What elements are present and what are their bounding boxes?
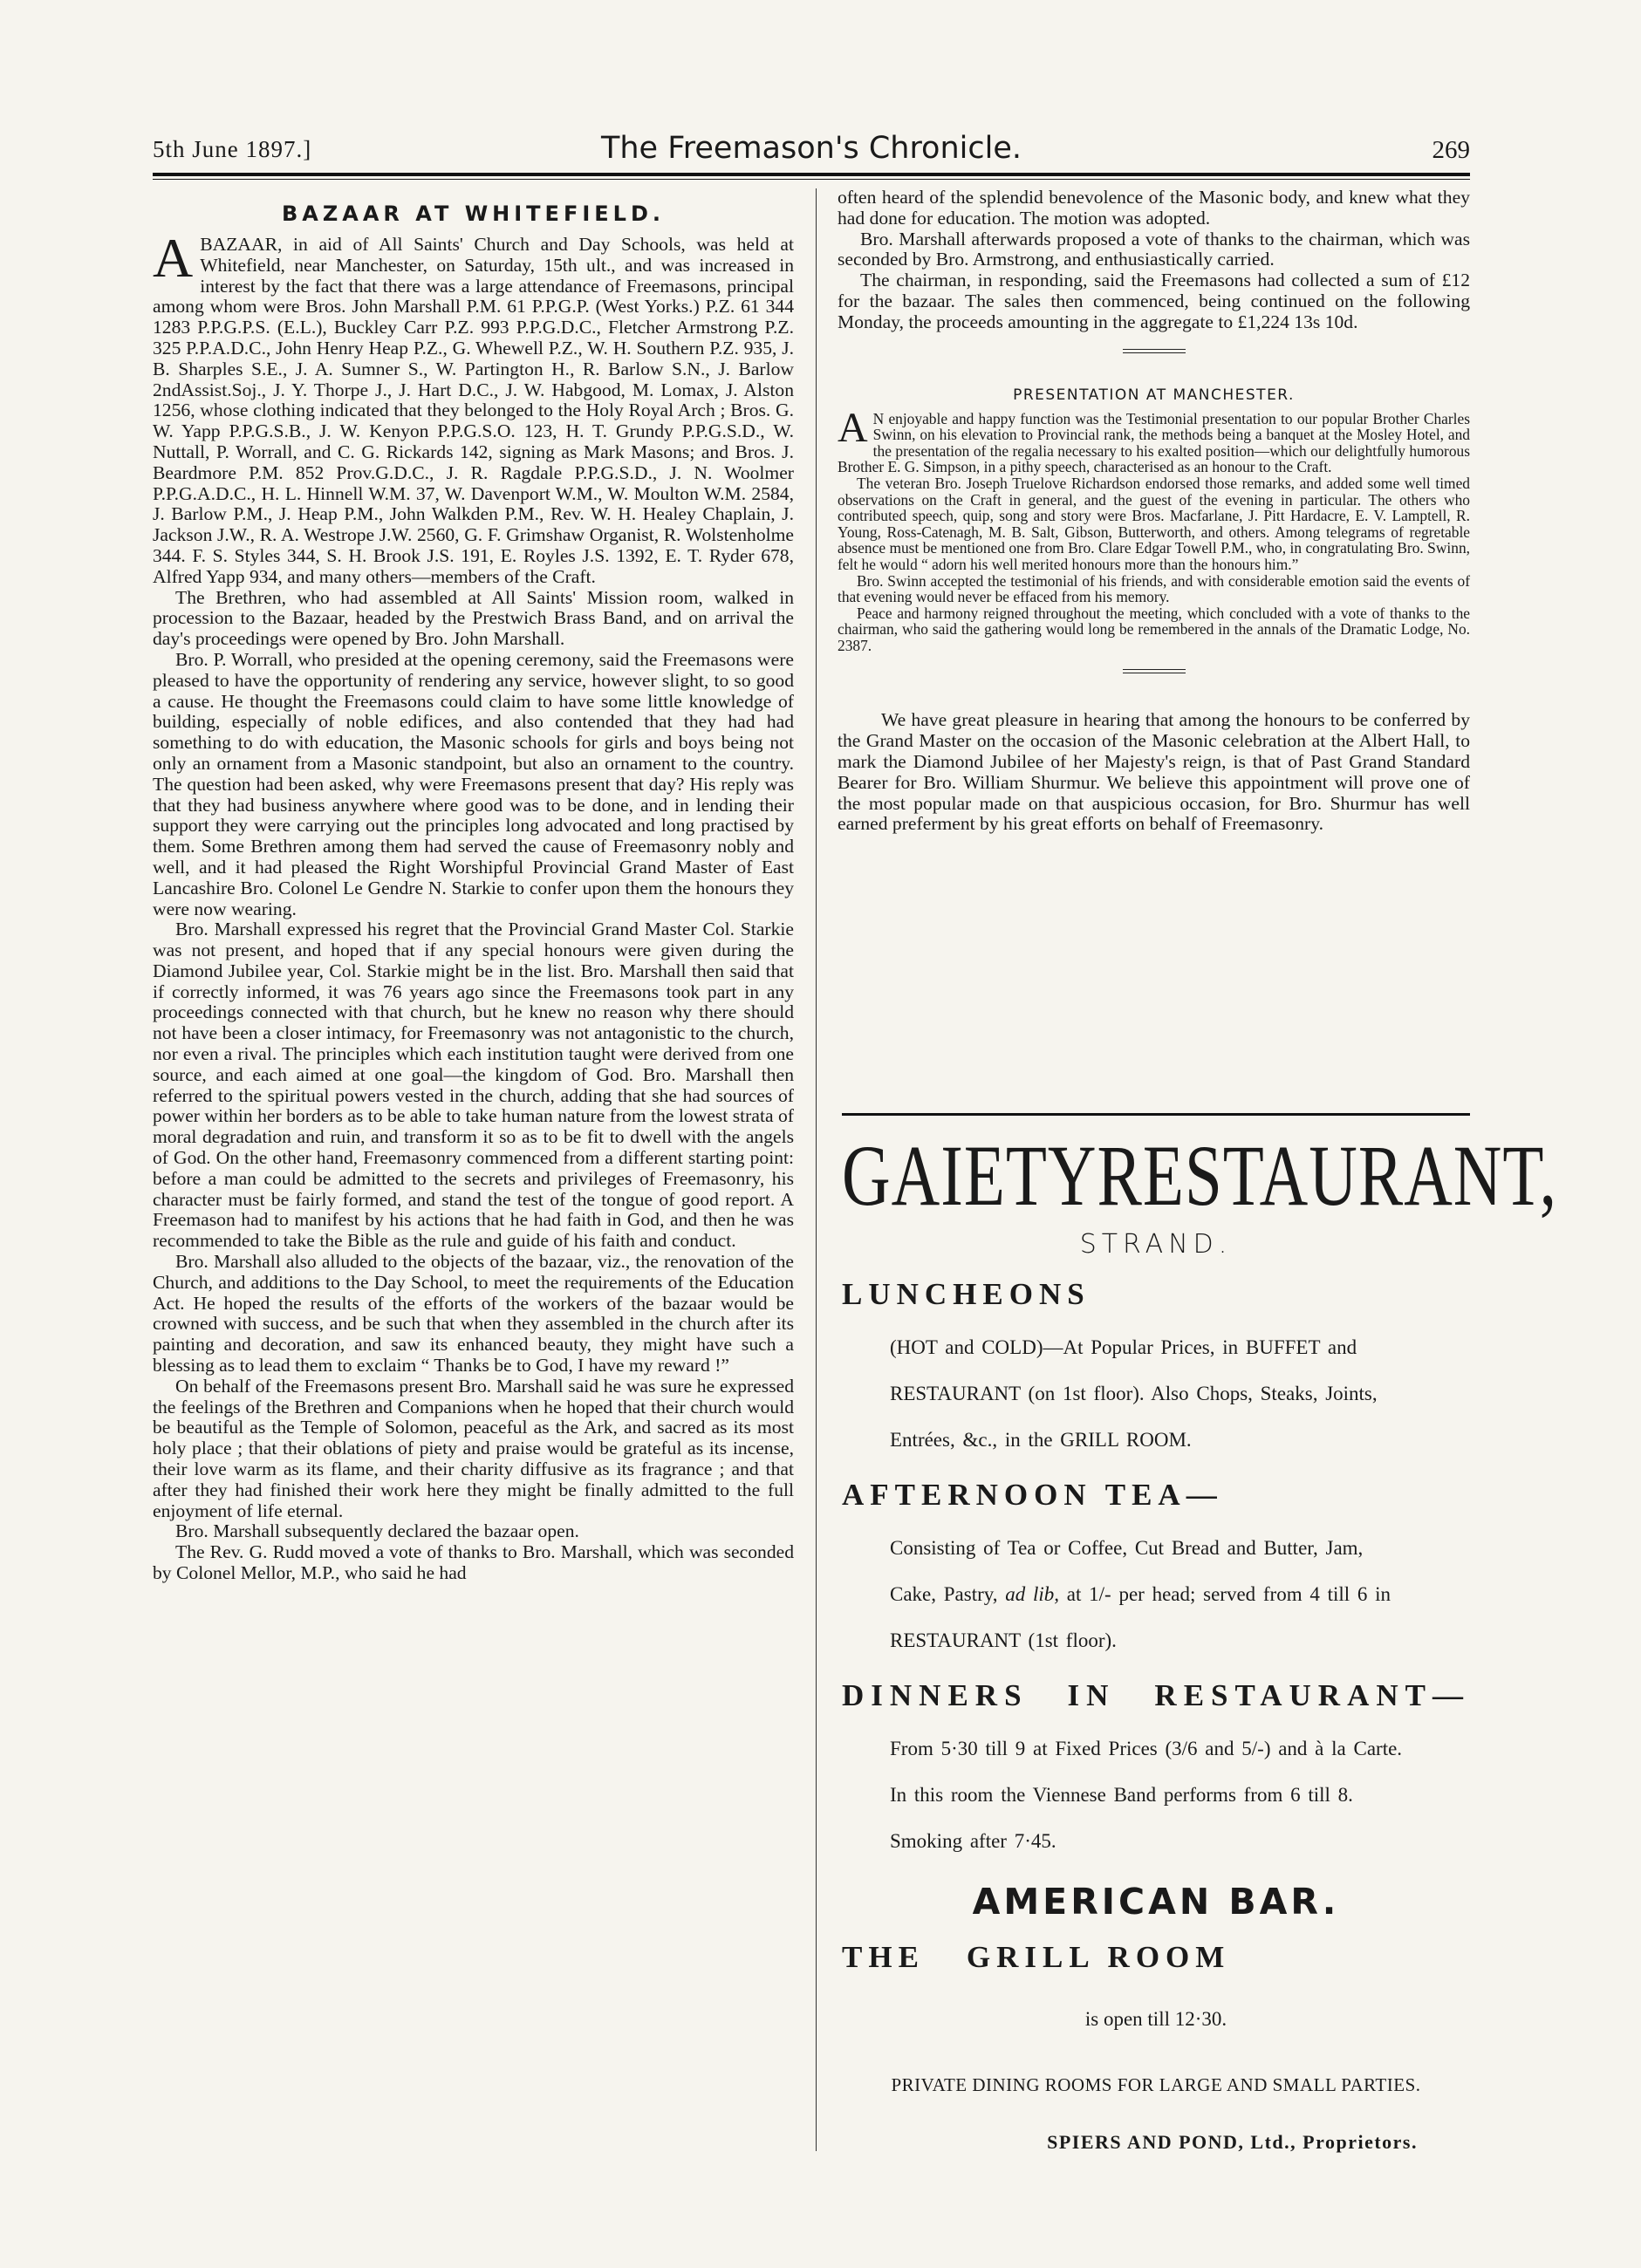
presentation-paragraph: The veteran Bro. Joseph Truelove Richardson endorsed those remarks, and added some well timed observations on the Craft in general, and the guest of the evening in particular. The others who contributed speech, quip, song and story were Bros. Macfarlane, J. Pitt Hardacre, E. V. Lamptell, R. Young, Ross-Catenagh, M. B. Salt, Gibson, Butterworth, and others. Among telegrams of regretable absence must be mentioned one from Bro. Clare Edgar Towell P.M., who, in congratulating Bro. Swinn, felt he would “ adorn his well merited honours more than the honours him.” — [838, 474, 1470, 573]
bazaar-paragraph: On behalf of the Freemasons present Bro. Marshall said he was sure he expressed the feelings of the Brethren and Companions when he hoped that their church would be beautiful as the Temple of Solomon, peaceful as the Ark, and sacred as its most holy place ; that their oblations of piety and praise would be grateful as its incense, their love warm as its flame, and their charity diffusive as its fragrance ; and that after they had finished their work here they might be finally admitted to the full enjoyment of life eternal. — [153, 1375, 794, 1521]
presentation-paragraph: Peace and harmony reigned throughout the meeting, which concluded with a vote of thanks to the chairman, who said the gathering would long be remembered in the annals of the Dramatic Lodge, No. 2387. — [838, 604, 1470, 654]
advert-line: RESTAURANT (1st floor). — [890, 1629, 1117, 1651]
advert-line: Entrées, &c., in the GRILL ROOM. — [890, 1429, 1192, 1451]
advert-title — [842, 1126, 1557, 1225]
bazaar-paragraph: Bro. Marshall also alluded to the objects of the bazaar, viz., the renovation of the Church, and additions to the Day School, to meet the requirements of the Education Act. He hoped the results of the efforts of the workers of the bazaar would be crowned with success, and be such that when they assembled in the church after its painting and decoration, and saw its enhanced beauty, they might have such a blessing as to lead them to exclaim “ Thanks be to God, I have my reward !” — [153, 1251, 794, 1377]
advert-title-word: GAIETY — [842, 1126, 1097, 1225]
advert-title-word: RESTAURANT, — [1097, 1126, 1557, 1225]
issue-date: 5th June 1897.] — [153, 136, 312, 162]
header-rule — [153, 173, 1470, 176]
advert-line: From 5·30 till 9 at Fixed Prices (3/6 and 5/-) and à la Carte. — [890, 1738, 1403, 1759]
presentation-text: N enjoyable and happy function was the Testimonial presentation to our popular Brother Charles Swinn, on his elevation to Provincial rank, the methods being a banquet at the Mosley Hotel, and the presentation of the regalia necessary to his exalted position—which our delightfully humorous Brother E. G. Simpson, in a pithy speech, characterised as an honour to the Craft. — [838, 409, 1470, 476]
dinners-heading-word: IN — [1067, 1678, 1116, 1712]
header-rule-thin — [153, 179, 1470, 180]
advert-text: Cake, Pastry, — [890, 1583, 998, 1605]
gaiety-advert — [842, 1125, 1557, 2154]
honours-paragraph: We have great pleasure in hearing that among the honours to be conferred by the Grand Master on the occasion of the Masonic celebration at the Albert Hall, to mark the Diamond Jubilee of her Majesty's reign, is that of Past Grand Standard Bearer for Bro. William Shurmur. We believe this appointment will prove one of the most popular made on that auspicious occasion, for Bro. Shurmur has well earned preferment by his great efforts on behalf of Freemasonry. — [838, 709, 1470, 835]
proprietors-line — [842, 2131, 1470, 2154]
presentation-title: PRESENTATION AT MANCHESTER. — [1013, 386, 1295, 404]
left-column — [153, 196, 794, 1584]
luncheons-heading: LUNCHEONS — [842, 1277, 1091, 1311]
bazaar-text: BAZAAR, in aid of All Saints' Church and Day Schools, was held at Whitefield, near Manchester, on Saturday, 15th ult., and was increased in interest by the fact that there was a large attendance of Freemasons, principal among whom were Bros. John Marshall P.M. 61 P.P.G.P. (West Yorks.) P.Z. 61 344 1283 P.P.G.P.S. (E.L.), Buckley Carr P.Z. 993 P.P.G.D.C., Fletcher Armstrong P.Z. 325 P.P.A.D.C., John Henry Heap P.Z., G. Whewell P.Z., W. H. Southern P.Z. 935, J. B. Sharples S.E., J. A. Sumner S., W. Partington H., R. Barlow S.N., J. Barlow 2ndAssist.Soj., J. Y. Thorpe J., J. Hart D.C., J. W. Habgood, M. Lomax, J. Alston 1256, whose clothing indicated that they belonged to the Holy Royal Arch ; Bros. G. W. Yapp P.P.G.S.B., J. W. Kenyon P.P.G.S.O. 123, H. T. Grundy P.P.G.S.D., W. Nuttall, P. Worrall, and C. G. Rickards 142, signing as Mark Masons; and Bros. J. Beardmore P.M. 852 Prov.G.D.C., J. R. Ragdale P.P.G.S.D., J. N. Woolmer P.P.G.A.D.C., H. L. Hinnell W.M. 37, W. Davenport W.M., W. Moulton W.M. 2584, J. Barlow P.M., J. Heap P.M., John Walkden P.M., Rev. W. H. Healey Chaplain, J. Jackson J.W., R. A. Westrope J.W. 2560, G. F. Grimshaw Organist, R. Wolstenholme 344. F. S. Styles 344, S. H. Brook J.S. 191, E. Royles J.S. 1392, E. T. Ryder 678, Alfred Yapp 934, and many others—members of the Craft. — [153, 234, 794, 587]
grill-room-heading — [842, 1940, 1470, 1975]
bazaar-paragraph: Bro. Marshall subsequently declared the bazaar open. — [175, 1520, 579, 1542]
publication-title: The Freemason's Chronicle. — [600, 131, 1022, 166]
bazaar-continued: The chairman, in responding, said the Freemasons had collected a sum of £12 for the bazaar. The sales then commenced, being continued on the following Monday, the proceeds amounting in the aggregate to £1,224 13s 10d. — [838, 270, 1470, 332]
bazaar-paragraph: Bro. P. Worrall, who presided at the opening ceremony, said the Freemasons were pleased to have the opportunity of rendering any service, however slight, to so good a cause. He thought the Freemasons could claim to have some little knowledge of building, especially of noble edifices, and also contended that they had had something to do with education, the Masonic schools for girls and boys being not only an ornament from a Masonic standpoint, but also an ornament to the country. The question had been asked, why were Freemasons present that day? His reply was that they had business anywhere where good was to be done, and in lending their support they were carrying out the principles long advocated and long practised by them. Some Brethren among them had served the cause of Freemasonry nobly and well, and it had pleased the Right Worshipful Provincial Grand Master of East Lancashire Bro. Colonel Le Gendre N. Starkie to confer upon them the honours they were now wearing. — [153, 648, 794, 919]
tea-heading: AFTERNOON TEA— — [842, 1478, 1223, 1512]
bazaar-paragraph: The Rev. G. Rudd moved a vote of thanks to Bro. Marshall, which was seconded by Colonel Mellor, M.P., who said he had — [153, 1541, 794, 1583]
bazaar-paragraph — [153, 227, 794, 588]
american-bar-heading: AMERICAN BAR. — [972, 1881, 1340, 1923]
bazaar-paragraph: Bro. Marshall expressed his regret that the Provincial Grand Master Col. Starkie was not present, and hoped that if any special honours were given during the Diamond Jubilee year, Col. Starkie might be in the list. Bro. Marshall then said that if correctly informed, it was 76 years ago since the Freemasons took part in any proceedings connected with that church, but he knew no reason why there should not have been a closer intimacy, for Freemasonry was not antagonistic to the church, nor even a rival. The principles which each institution taught were derived from one source, and each aimed at one goal—the kingdom of God. Bro. Marshall then referred to the spiritual powers vested in the church, adding that she had sources of power within her borders as to be able to take human nature from the lowest strata of moral degradation and ruin, and transform it so as to be fit to dwell with the angels of God. On the other hand, Freemasonry commenced from a different starting point: before a man could be admitted to the secrets and privileges of Freemasonry, his character must be fairly formed, and stand the test of the tongue of good report. A Freemason had to manifest by his actions that he had faith in God, and then he was recommended to take the Bible as the rule and guide of his faith and conduct. — [153, 919, 794, 1252]
right-column — [838, 188, 1470, 835]
page-number: 269 — [1432, 136, 1470, 164]
separator — [1123, 669, 1186, 673]
proprietors-suffix: Ltd., Proprietors. — [1250, 2131, 1418, 2153]
advert-line: RESTAURANT (on 1st floor). Also Chops, Steaks, Joints, — [890, 1383, 1378, 1404]
advert-location: STRAND. — [1079, 1229, 1233, 1260]
advert-line: Smoking after 7·45. — [890, 1830, 1056, 1852]
advert-italic-text: ad lib, — [1005, 1583, 1060, 1605]
advert-text: at 1/- per head; served from 4 till 6 in — [1066, 1583, 1391, 1605]
presentation-paragraph — [838, 404, 1470, 476]
dinners-heading-word: RESTAURANT— — [1154, 1678, 1470, 1712]
dinners-heading-word: DINNERS — [842, 1678, 1029, 1712]
advert-line: Consisting of Tea or Coffee, Cut Bread and Butter, Jam, — [890, 1537, 1364, 1559]
bazaar-continued: often heard of the splendid benevolence of the Masonic body, and knew what they had done for education. The motion was adopted. — [838, 187, 1470, 229]
advert-rule — [842, 1113, 1470, 1116]
advert-line: (HOT and COLD)—At Popular Prices, in BUFFET and — [890, 1336, 1357, 1358]
presentation-paragraph: Bro. Swinn accepted the testimonial of his friends, and with considerable emotion said the events of that evening would never be effaced from his memory. — [838, 571, 1470, 606]
bazaar-title: BAZAAR AT WHITEFIELD. — [282, 202, 665, 226]
bazaar-continued: Bro. Marshall afterwards proposed a vote of thanks to the chairman, which was seconded by Bro. Armstrong, and enthusiastically carried. — [838, 228, 1470, 270]
bazaar-paragraph: The Brethren, who had assembled at All Saints' Mission room, walked in procession to the Bazaar, headed by the Prestwich Brass Band, and on arrival the day's proceedings were opened by Bro. John Marshall. — [153, 586, 794, 650]
bazaar-dropcap: A — [153, 227, 194, 289]
grill-heading-word: THE — [842, 1940, 925, 1974]
advert-line — [890, 1581, 1470, 1608]
presentation-dropcap: A — [838, 404, 868, 451]
page-header — [153, 131, 1470, 171]
dinners-heading — [842, 1678, 1470, 1713]
column-divider — [816, 188, 817, 2151]
advert-line: In this room the Viennese Band performs from 6 till 8. — [890, 1784, 1353, 1806]
grill-heading-word: GRILL ROOM — [966, 1940, 1231, 1974]
proprietors-name: SPIERS AND POND, — [1047, 2131, 1245, 2153]
separator — [1123, 349, 1186, 353]
private-rooms-line: PRIVATE DINING ROOMS FOR LARGE AND SMALL PARTIES. — [891, 2074, 1421, 2095]
grill-open-hours: is open till 12·30. — [1084, 2008, 1227, 2030]
